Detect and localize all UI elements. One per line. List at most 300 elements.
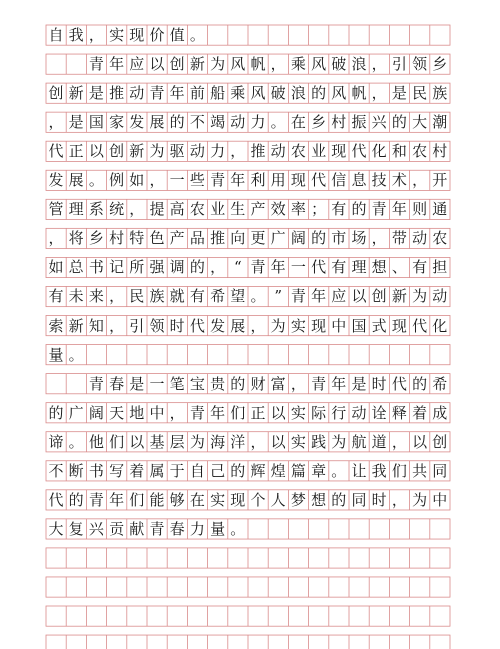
grid-character: 量 bbox=[210, 519, 226, 538]
text-line bbox=[0, 345, 500, 365]
grid-character: 理 bbox=[68, 200, 84, 219]
grid-character: 一 bbox=[290, 258, 306, 277]
grid-character: 产 bbox=[169, 229, 185, 248]
grid-character: 诠 bbox=[371, 403, 387, 422]
grid-character: 效 bbox=[270, 200, 286, 219]
grid-character: 代 bbox=[351, 142, 367, 161]
grid-character: 如 bbox=[48, 258, 64, 277]
grid-character: 春 bbox=[109, 374, 125, 393]
grid-character: 现 bbox=[331, 142, 347, 161]
grid-character: 他 bbox=[88, 432, 104, 451]
grid-character: 动 bbox=[412, 229, 428, 248]
grid-character: 贡 bbox=[109, 519, 125, 538]
grid-character: 推 bbox=[250, 142, 266, 161]
grid-character: ， bbox=[109, 316, 125, 335]
grid-character: 发 bbox=[48, 171, 64, 190]
grid-character: 自 bbox=[48, 26, 64, 44]
grid-character: 量 bbox=[48, 345, 64, 364]
grid-character: 风 bbox=[230, 55, 246, 74]
grid-character: 海 bbox=[210, 432, 226, 451]
grid-character: 未 bbox=[68, 287, 84, 306]
grid-character: 品 bbox=[189, 229, 205, 248]
grid-character: 领 bbox=[412, 55, 428, 74]
grid-character: 乡 bbox=[311, 113, 327, 132]
text-line bbox=[0, 286, 500, 306]
grid-character: 。 bbox=[230, 519, 246, 538]
grid-character: 们 bbox=[230, 403, 246, 422]
grid-character: 振 bbox=[351, 113, 367, 132]
grid-character: 想 bbox=[371, 258, 387, 277]
grid-character: 以 bbox=[412, 432, 428, 451]
grid-character: 谛 bbox=[48, 432, 64, 451]
grid-character: 价 bbox=[149, 26, 165, 44]
grid-character: 乡 bbox=[88, 229, 104, 248]
grid-character: 则 bbox=[412, 200, 428, 219]
grid-character: 洋 bbox=[230, 432, 246, 451]
grid-character: 索 bbox=[48, 316, 64, 335]
text-line bbox=[0, 199, 500, 219]
grid-character: 创 bbox=[169, 55, 185, 74]
grid-character: 春 bbox=[169, 519, 185, 538]
grid-character: 天 bbox=[109, 403, 125, 422]
grid-character: 现 bbox=[230, 490, 246, 509]
text-line bbox=[0, 257, 500, 277]
grid-character: 创 bbox=[371, 287, 387, 306]
grid-character: 大 bbox=[48, 519, 64, 538]
grid-character: 浪 bbox=[290, 84, 306, 103]
text-line bbox=[0, 403, 500, 423]
grid-character: 提 bbox=[149, 200, 165, 219]
grid-character: 青 bbox=[371, 200, 387, 219]
grid-character: 是 bbox=[68, 113, 84, 132]
grid-character: 有 bbox=[331, 200, 347, 219]
text-line bbox=[0, 316, 500, 336]
grid-character: 煌 bbox=[270, 461, 286, 480]
grid-character: 的 bbox=[412, 374, 428, 393]
grid-character: 推 bbox=[210, 229, 226, 248]
text-line bbox=[0, 519, 500, 539]
grid-character: 新 bbox=[68, 84, 84, 103]
grid-character: 们 bbox=[129, 490, 145, 509]
grid-character: 在 bbox=[189, 490, 205, 509]
grid-character: ， bbox=[109, 287, 125, 306]
grid-character: 动 bbox=[351, 403, 367, 422]
grid-character: ； bbox=[311, 200, 327, 219]
grid-character: 村 bbox=[331, 113, 347, 132]
grid-character: 践 bbox=[311, 432, 327, 451]
grid-character: 希 bbox=[432, 374, 448, 393]
grid-character: 动 bbox=[230, 113, 246, 132]
grid-character: 知 bbox=[88, 316, 104, 335]
text-line bbox=[0, 141, 500, 161]
grid-character: 农 bbox=[432, 229, 448, 248]
grid-character: 年 bbox=[210, 403, 226, 422]
grid-character: 辉 bbox=[250, 461, 266, 480]
grid-character: 年 bbox=[109, 490, 125, 509]
grid-character: 展 bbox=[230, 316, 246, 335]
grid-character: 为 bbox=[270, 316, 286, 335]
grid-character: ， bbox=[371, 229, 387, 248]
grid-character: 特 bbox=[129, 229, 145, 248]
grid-character: 时 bbox=[169, 316, 185, 335]
grid-character: 我 bbox=[371, 461, 387, 480]
grid-character: 如 bbox=[129, 171, 145, 190]
grid-character: 浪 bbox=[351, 55, 367, 74]
grid-character: 己 bbox=[210, 461, 226, 480]
grid-character: 新 bbox=[189, 55, 205, 74]
grid-character: 。 bbox=[189, 26, 205, 44]
grid-character: 释 bbox=[391, 403, 407, 422]
grid-character: 乘 bbox=[290, 55, 306, 74]
text-line bbox=[0, 490, 500, 510]
grid-character: 代 bbox=[48, 490, 64, 509]
grid-character: 为 bbox=[149, 142, 165, 161]
grid-character: 息 bbox=[351, 171, 367, 190]
grid-character: 中 bbox=[432, 490, 448, 509]
grid-character: 风 bbox=[311, 55, 327, 74]
grid-character: 实 bbox=[290, 316, 306, 335]
grid-character: 青 bbox=[88, 490, 104, 509]
grid-character: 更 bbox=[250, 229, 266, 248]
grid-character: 写 bbox=[109, 461, 125, 480]
grid-character: 现 bbox=[391, 316, 407, 335]
grid-character: 共 bbox=[412, 461, 428, 480]
grid-character: 属 bbox=[149, 461, 165, 480]
grid-character: 兴 bbox=[88, 519, 104, 538]
grid-character: 年 bbox=[311, 287, 327, 306]
grid-character: 例 bbox=[109, 171, 125, 190]
grid-character: 风 bbox=[250, 84, 266, 103]
grid-character: 破 bbox=[270, 84, 286, 103]
grid-character: 展 bbox=[68, 171, 84, 190]
grid-character: 市 bbox=[331, 229, 347, 248]
grid-character: 不 bbox=[48, 461, 64, 480]
grid-character: 破 bbox=[331, 55, 347, 74]
grid-character: ， bbox=[169, 403, 185, 422]
grid-character: 化 bbox=[432, 316, 448, 335]
grid-character: 利 bbox=[250, 171, 266, 190]
grid-character: 为 bbox=[210, 55, 226, 74]
grid-character: ， bbox=[250, 316, 266, 335]
grid-character: “ bbox=[233, 258, 242, 277]
grid-character: 为 bbox=[189, 432, 205, 451]
grid-character: ， bbox=[48, 113, 64, 132]
grid-character: 农 bbox=[412, 142, 428, 161]
grid-character: 希 bbox=[210, 287, 226, 306]
grid-character: 让 bbox=[351, 461, 367, 480]
grid-character: 术 bbox=[391, 171, 407, 190]
grid-character: 力 bbox=[250, 113, 266, 132]
grid-character bbox=[66, 54, 86, 74]
grid-character: 。 bbox=[331, 461, 347, 480]
grid-character: ， bbox=[371, 55, 387, 74]
grid-character: ， bbox=[412, 171, 428, 190]
grid-character: 统 bbox=[109, 200, 125, 219]
grid-character: 广 bbox=[68, 403, 84, 422]
grid-character: ， bbox=[290, 374, 306, 393]
grid-character: 年 bbox=[230, 171, 246, 190]
grid-character: ， bbox=[391, 490, 407, 509]
grid-character bbox=[66, 374, 86, 394]
grid-character: 代 bbox=[311, 258, 327, 277]
grid-character: 村 bbox=[109, 229, 125, 248]
grid-character: 一 bbox=[149, 374, 165, 393]
grid-character: 色 bbox=[149, 229, 165, 248]
grid-character: 以 bbox=[270, 432, 286, 451]
grid-character: 创 bbox=[432, 432, 448, 451]
grid-character: 航 bbox=[351, 432, 367, 451]
grid-character: 我 bbox=[68, 26, 84, 44]
grid-character: 兴 bbox=[371, 113, 387, 132]
grid-character: 所 bbox=[129, 258, 145, 277]
grid-character bbox=[46, 374, 66, 394]
grid-character: 行 bbox=[331, 403, 347, 422]
grid-character: 为 bbox=[331, 432, 347, 451]
grid-character: 财 bbox=[250, 374, 266, 393]
grid-character: 的 bbox=[48, 403, 64, 422]
grid-character: 高 bbox=[169, 200, 185, 219]
grid-character: 复 bbox=[68, 519, 84, 538]
grid-character: 产 bbox=[250, 200, 266, 219]
grid-character: 地 bbox=[129, 403, 145, 422]
grid-character: ， bbox=[230, 142, 246, 161]
grid-character: 自 bbox=[189, 461, 205, 480]
grid-character: 用 bbox=[270, 171, 286, 190]
grid-character: ， bbox=[250, 432, 266, 451]
grid-character: 发 bbox=[210, 316, 226, 335]
grid-character: 于 bbox=[169, 461, 185, 480]
grid-character: 展 bbox=[149, 113, 165, 132]
grid-character: 以 bbox=[270, 403, 286, 422]
text-line bbox=[0, 54, 500, 74]
grid-character: 在 bbox=[290, 113, 306, 132]
grid-character: 宝 bbox=[189, 374, 205, 393]
grid-character: 道 bbox=[371, 432, 387, 451]
grid-character: 为 bbox=[412, 490, 428, 509]
grid-character: 广 bbox=[270, 229, 286, 248]
grid-character: 化 bbox=[371, 142, 387, 161]
grid-character: 年 bbox=[109, 55, 125, 74]
grid-character: 乡 bbox=[432, 55, 448, 74]
grid-character: 够 bbox=[169, 490, 185, 509]
grid-character: 开 bbox=[432, 171, 448, 190]
grid-character: 系 bbox=[88, 200, 104, 219]
grid-character: 村 bbox=[432, 142, 448, 161]
grid-character: 青 bbox=[149, 84, 165, 103]
grid-character: 创 bbox=[48, 84, 64, 103]
grid-character: 们 bbox=[109, 432, 125, 451]
grid-character: 实 bbox=[290, 403, 306, 422]
grid-character: 是 bbox=[129, 374, 145, 393]
grid-character: 向 bbox=[230, 229, 246, 248]
grid-character: 理 bbox=[351, 258, 367, 277]
grid-character: 有 bbox=[189, 287, 205, 306]
grid-character: 同 bbox=[432, 461, 448, 480]
grid-character: 年 bbox=[270, 258, 286, 277]
grid-character: 青 bbox=[311, 374, 327, 393]
grid-character: 技 bbox=[371, 171, 387, 190]
grid-character: 推 bbox=[109, 84, 125, 103]
grid-character: 青 bbox=[189, 403, 205, 422]
grid-character: 应 bbox=[129, 55, 145, 74]
text-line bbox=[0, 112, 500, 132]
grid-character: 青 bbox=[88, 374, 104, 393]
grid-character: 大 bbox=[412, 113, 428, 132]
grid-character: 的 bbox=[230, 461, 246, 480]
grid-character: 。 bbox=[270, 113, 286, 132]
grid-character bbox=[46, 54, 66, 74]
grid-character: 式 bbox=[371, 316, 387, 335]
grid-character: 国 bbox=[351, 316, 367, 335]
grid-character: 基 bbox=[149, 432, 165, 451]
grid-character: 际 bbox=[311, 403, 327, 422]
grid-character: 以 bbox=[129, 432, 145, 451]
grid-character: 时 bbox=[371, 374, 387, 393]
grid-character: 年 bbox=[391, 200, 407, 219]
grid-character: 引 bbox=[391, 55, 407, 74]
grid-character: 现 bbox=[290, 171, 306, 190]
grid-character: 潮 bbox=[432, 113, 448, 132]
grid-character: 信 bbox=[331, 171, 347, 190]
grid-character: 力 bbox=[210, 142, 226, 161]
grid-character: 率 bbox=[290, 200, 306, 219]
grid-character: 中 bbox=[331, 316, 347, 335]
grid-character: 农 bbox=[290, 142, 306, 161]
grid-character: 引 bbox=[129, 316, 145, 335]
grid-character: 实 bbox=[210, 490, 226, 509]
grid-character: 能 bbox=[149, 490, 165, 509]
grid-character: 以 bbox=[351, 287, 367, 306]
grid-character: 中 bbox=[149, 403, 165, 422]
grid-character: 的 bbox=[169, 113, 185, 132]
grid-character: 笔 bbox=[169, 374, 185, 393]
grid-character: 一 bbox=[169, 171, 185, 190]
grid-character: 代 bbox=[311, 171, 327, 190]
grid-character: 不 bbox=[189, 113, 205, 132]
grid-character: 发 bbox=[129, 113, 145, 132]
grid-character: 国 bbox=[88, 113, 104, 132]
grid-character: 正 bbox=[250, 403, 266, 422]
grid-character: ， bbox=[210, 258, 226, 277]
grid-character: 业 bbox=[210, 200, 226, 219]
grid-character: 人 bbox=[270, 490, 286, 509]
grid-character: ， bbox=[391, 432, 407, 451]
grid-character: 动 bbox=[270, 142, 286, 161]
grid-character: 竭 bbox=[210, 113, 226, 132]
grid-character: 记 bbox=[109, 258, 125, 277]
grid-character: 有 bbox=[48, 287, 64, 306]
grid-character: 力 bbox=[189, 519, 205, 538]
grid-character: 的 bbox=[391, 113, 407, 132]
grid-character: 动 bbox=[432, 287, 448, 306]
grid-character: 就 bbox=[169, 287, 185, 306]
grid-character: 成 bbox=[432, 403, 448, 422]
grid-character: 代 bbox=[189, 316, 205, 335]
grid-character: 应 bbox=[331, 287, 347, 306]
grid-character: 将 bbox=[68, 229, 84, 248]
grid-character: 业 bbox=[311, 142, 327, 161]
text-line bbox=[0, 228, 500, 248]
grid-character: 代 bbox=[412, 316, 428, 335]
grid-character: 族 bbox=[432, 84, 448, 103]
grid-character: 新 bbox=[68, 316, 84, 335]
grid-character: 船 bbox=[210, 84, 226, 103]
grid-character: 代 bbox=[48, 142, 64, 161]
grid-character: 以 bbox=[149, 55, 165, 74]
grid-character: ” bbox=[274, 287, 283, 306]
grid-character: 生 bbox=[230, 200, 246, 219]
grid-character: 前 bbox=[189, 84, 205, 103]
grid-character: 动 bbox=[129, 84, 145, 103]
grid-character: 有 bbox=[412, 258, 428, 277]
grid-character: 阔 bbox=[290, 229, 306, 248]
grid-character: 时 bbox=[371, 490, 387, 509]
grid-character: 总 bbox=[68, 258, 84, 277]
grid-character: 帆 bbox=[250, 55, 266, 74]
grid-character: 动 bbox=[189, 142, 205, 161]
grid-character: 篇 bbox=[290, 461, 306, 480]
text-line bbox=[0, 25, 500, 45]
grid-character: ， bbox=[129, 200, 145, 219]
grid-character: 现 bbox=[311, 316, 327, 335]
grid-character: 想 bbox=[311, 490, 327, 509]
grid-character: 的 bbox=[311, 229, 327, 248]
grid-character: 、 bbox=[391, 258, 407, 277]
text-line bbox=[0, 374, 500, 394]
grid-character: 有 bbox=[331, 258, 347, 277]
grid-character: 。 bbox=[88, 171, 104, 190]
grid-character: 强 bbox=[149, 258, 165, 277]
grid-character: 的 bbox=[68, 490, 84, 509]
grid-character: 些 bbox=[189, 171, 205, 190]
grid-character: 年 bbox=[169, 84, 185, 103]
grid-character: 担 bbox=[432, 258, 448, 277]
grid-character: 阔 bbox=[88, 403, 104, 422]
grid-character: 章 bbox=[311, 461, 327, 480]
grid-character: 值 bbox=[169, 26, 185, 44]
grid-character: ， bbox=[149, 171, 165, 190]
grid-character: 代 bbox=[391, 374, 407, 393]
grid-character: 断 bbox=[68, 461, 84, 480]
text-line bbox=[0, 170, 500, 190]
grid-character: 带 bbox=[391, 229, 407, 248]
grid-character: 的 bbox=[189, 258, 205, 277]
grid-character: 帆 bbox=[351, 84, 367, 103]
grid-character: 民 bbox=[129, 287, 145, 306]
grid-character: 领 bbox=[149, 316, 165, 335]
grid-character: ， bbox=[371, 84, 387, 103]
text-line bbox=[0, 461, 500, 481]
grid-character: ， bbox=[48, 229, 64, 248]
grid-character: 现 bbox=[129, 26, 145, 44]
grid-character: 管 bbox=[48, 200, 64, 219]
grid-character: 献 bbox=[129, 519, 145, 538]
grid-character: 着 bbox=[412, 403, 428, 422]
grid-character: 家 bbox=[109, 113, 125, 132]
grid-character: 梦 bbox=[290, 490, 306, 509]
grid-character: 族 bbox=[149, 287, 165, 306]
grid-character: 为 bbox=[412, 287, 428, 306]
grid-character: 创 bbox=[109, 142, 125, 161]
grid-character: 的 bbox=[351, 200, 367, 219]
grid-character: 青 bbox=[88, 55, 104, 74]
grid-character: 望 bbox=[230, 287, 246, 306]
grid-character: 的 bbox=[311, 84, 327, 103]
grid-character: 民 bbox=[412, 84, 428, 103]
grid-character: 和 bbox=[391, 142, 407, 161]
grid-character: ， bbox=[270, 55, 286, 74]
grid-character: 场 bbox=[351, 229, 367, 248]
